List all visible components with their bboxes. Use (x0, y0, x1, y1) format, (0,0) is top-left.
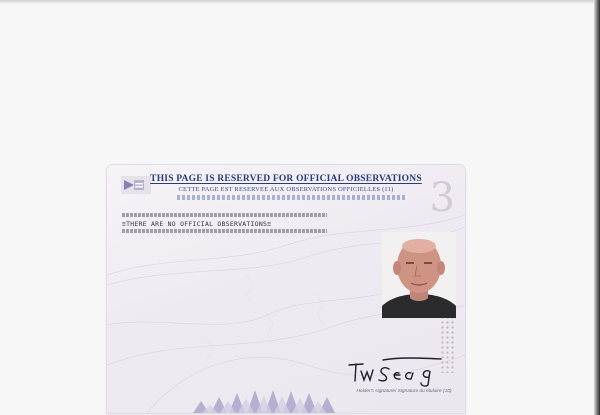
observations-text: ≡THERE ARE NO OFFICIAL OBSERVATIONS≡ (122, 220, 272, 228)
page-title: THIS PAGE IS RESERVED FOR OFFICIAL OBSERVATIONS (150, 174, 422, 184)
portrait-icon (382, 232, 456, 318)
holder-signature (345, 353, 445, 387)
scan-top-edge (0, 0, 600, 4)
page-number: 3 (429, 175, 453, 221)
holder-photo (382, 232, 456, 318)
scan-right-edge (594, 0, 600, 415)
security-line-bottom (122, 229, 327, 233)
page-subtitle: CETTE PAGE EST RESERVEE AUX OBSERVATIONS OFFICIELLES (11) (178, 186, 394, 193)
passport-observations-page (107, 165, 465, 413)
signature-caption: Holder's signature/ Signature du titulaire (10) (356, 389, 452, 394)
security-triangle-strip (185, 387, 345, 413)
security-line-top (122, 213, 327, 217)
decorative-border (177, 195, 405, 200)
